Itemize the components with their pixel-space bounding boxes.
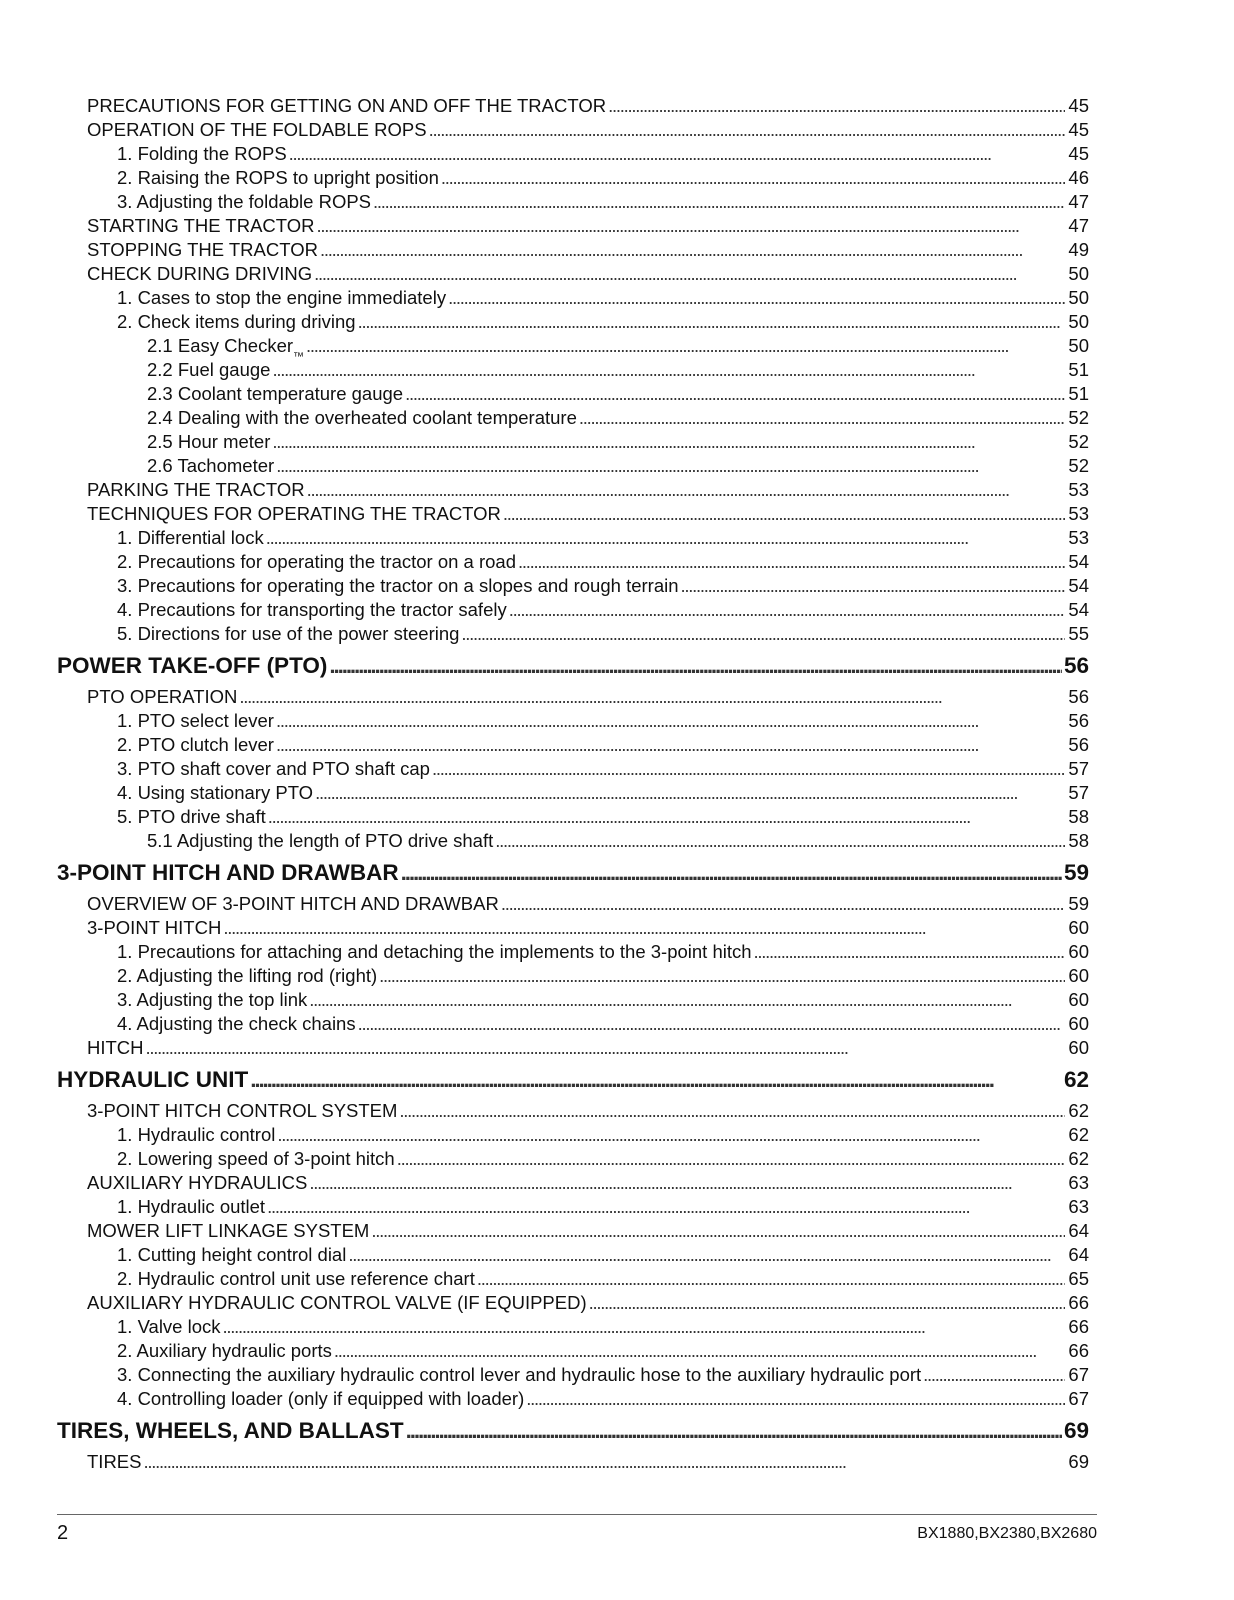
toc-entry-title: 2. Auxiliary hydraulic ports bbox=[117, 1340, 332, 1361]
toc-entry-page: 52 bbox=[1068, 455, 1089, 476]
toc-entry-title: TIRES, WHEELS, AND BALLAST bbox=[57, 1417, 404, 1443]
toc-entry-page: 64 bbox=[1068, 1220, 1089, 1241]
toc-entry-title: 4. Adjusting the check chains bbox=[117, 1013, 356, 1034]
toc-entry-title: 3. PTO shaft cover and PTO shaft cap bbox=[117, 758, 430, 779]
toc-entry[interactable] bbox=[0, 1290, 1234, 1314]
toc-entry[interactable] bbox=[0, 1122, 1234, 1146]
toc-entry-page: 53 bbox=[1068, 503, 1089, 524]
dot-leader bbox=[239, 686, 1065, 708]
dot-leader bbox=[309, 989, 1065, 1011]
toc-entry-title: 3. Adjusting the top link bbox=[117, 989, 308, 1010]
toc-entry-page: 56 bbox=[1068, 734, 1089, 755]
toc-entry-page: 60 bbox=[1068, 1013, 1089, 1034]
toc-entry-title: PTO OPERATION bbox=[87, 686, 238, 707]
dot-leader bbox=[754, 941, 1065, 963]
dot-leader bbox=[315, 782, 1065, 804]
toc-entry[interactable] bbox=[0, 285, 1234, 309]
dot-leader bbox=[429, 119, 1065, 141]
dot-leader bbox=[589, 1292, 1065, 1314]
toc-entry-page: 51 bbox=[1068, 359, 1089, 380]
dot-leader bbox=[477, 1268, 1065, 1290]
toc-entry-page: 58 bbox=[1068, 830, 1089, 851]
toc-entry-title: 5. Directions for use of the power steering bbox=[117, 623, 460, 644]
toc-entry[interactable] bbox=[0, 1266, 1234, 1290]
toc-entry[interactable] bbox=[0, 1035, 1234, 1059]
toc-entry-page: 47 bbox=[1068, 191, 1089, 212]
toc-entry-page: 45 bbox=[1068, 95, 1089, 116]
dot-leader bbox=[495, 830, 1065, 852]
dot-leader bbox=[289, 143, 1065, 165]
toc-entry-page: 60 bbox=[1068, 917, 1089, 938]
toc-chapter[interactable] bbox=[0, 1413, 1234, 1448]
toc-entry[interactable] bbox=[0, 357, 1234, 381]
dot-leader bbox=[432, 758, 1065, 780]
toc-entry[interactable] bbox=[0, 708, 1234, 732]
footer-divider bbox=[57, 1514, 1097, 1515]
toc-entry-page: 56 bbox=[1063, 652, 1089, 678]
dot-leader bbox=[399, 1100, 1065, 1122]
toc-entry-title: MOWER LIFT LINKAGE SYSTEM bbox=[87, 1220, 370, 1241]
dot-leader bbox=[397, 1148, 1065, 1170]
toc-entry-page: 66 bbox=[1068, 1292, 1089, 1313]
toc-entry-page: 57 bbox=[1068, 782, 1089, 803]
toc-entry-title: HITCH bbox=[87, 1037, 144, 1058]
toc-entry[interactable] bbox=[0, 1449, 1234, 1473]
toc-entry[interactable] bbox=[0, 93, 1234, 117]
toc-entry-page: 69 bbox=[1063, 1417, 1089, 1443]
toc-entry-title: 2.1 Easy Checker bbox=[147, 335, 294, 356]
toc-entry-title: TIRES bbox=[87, 1451, 142, 1472]
toc-entry-title: 5.1 Adjusting the length of PTO drive shaft bbox=[147, 830, 494, 851]
toc-entry-page: 66 bbox=[1068, 1316, 1089, 1337]
toc-entry-page: 58 bbox=[1068, 806, 1089, 827]
dot-leader bbox=[306, 335, 1065, 357]
toc-entry[interactable] bbox=[0, 1170, 1234, 1194]
toc-chapter[interactable] bbox=[0, 855, 1234, 890]
toc-entry[interactable] bbox=[0, 1338, 1234, 1362]
toc-entry-page: 50 bbox=[1068, 335, 1089, 356]
toc-entry-page: 47 bbox=[1068, 215, 1089, 236]
dot-leader bbox=[272, 431, 1065, 453]
dot-leader bbox=[334, 1340, 1065, 1362]
toc-entry-title: CHECK DURING DRIVING bbox=[87, 263, 313, 284]
dot-leader bbox=[501, 893, 1065, 915]
dot-leader bbox=[503, 503, 1065, 525]
toc-entry-title: 1. Folding the ROPS bbox=[117, 143, 287, 164]
toc-entry-page: 62 bbox=[1068, 1124, 1089, 1145]
dot-leader bbox=[371, 1220, 1065, 1242]
page-number: 2 bbox=[57, 1522, 69, 1544]
toc-entry-title: 2.5 Hour meter bbox=[147, 431, 271, 452]
toc-entry-title: 2.4 Dealing with the overheated coolant temperature bbox=[147, 407, 577, 428]
toc-entry-page: 63 bbox=[1068, 1196, 1089, 1217]
dot-leader bbox=[276, 710, 1065, 732]
toc-entry-title: 2.6 Tachometer bbox=[147, 455, 275, 476]
dot-leader bbox=[317, 215, 1065, 237]
toc-entry-title: 2.2 Fuel gauge bbox=[147, 359, 271, 380]
toc-entry-title: TECHNIQUES FOR OPERATING THE TRACTOR bbox=[87, 503, 501, 524]
toc-entry-page: 52 bbox=[1068, 431, 1089, 452]
toc-entry[interactable] bbox=[0, 1194, 1234, 1218]
toc-entry[interactable] bbox=[0, 1098, 1234, 1122]
toc-entry[interactable] bbox=[0, 309, 1234, 333]
toc-entry[interactable] bbox=[0, 732, 1234, 756]
toc-entry[interactable] bbox=[0, 1242, 1234, 1266]
dot-leader bbox=[518, 551, 1065, 573]
dot-leader bbox=[441, 167, 1065, 189]
toc-entry-page: 60 bbox=[1068, 989, 1089, 1010]
toc-entry-title: 4. Using stationary PTO bbox=[117, 782, 314, 803]
toc-entry-page: 52 bbox=[1068, 407, 1089, 428]
table-of-contents bbox=[0, 93, 1234, 1473]
toc-entry-page: 50 bbox=[1068, 311, 1089, 332]
toc-entry[interactable] bbox=[0, 1314, 1234, 1338]
toc-entry-page: 54 bbox=[1068, 599, 1089, 620]
toc-entry[interactable] bbox=[0, 189, 1234, 213]
toc-entry-title: 3. Precautions for operating the tractor on a slopes and rough terrain bbox=[117, 575, 679, 596]
toc-entry[interactable] bbox=[0, 141, 1234, 165]
toc-entry[interactable] bbox=[0, 1146, 1234, 1170]
toc-entry-title: 2. Precautions for operating the tractor on a road bbox=[117, 551, 517, 572]
toc-entry-title: 1. Hydraulic control bbox=[117, 1124, 276, 1145]
toc-entry-page: 57 bbox=[1068, 758, 1089, 779]
dot-leader bbox=[348, 1244, 1065, 1266]
toc-entry-title: 2. Lowering speed of 3-point hitch bbox=[117, 1148, 395, 1169]
dot-leader bbox=[223, 1316, 1065, 1338]
toc-entry-page: 69 bbox=[1068, 1451, 1089, 1472]
toc-entry-title: 1. Precautions for attaching and detaching the implements to the 3-point hitch bbox=[117, 941, 752, 962]
toc-entry[interactable] bbox=[0, 213, 1234, 237]
dot-leader bbox=[314, 263, 1065, 285]
toc-entry-title: AUXILIARY HYDRAULIC CONTROL VALVE (IF EQUIPPED) bbox=[87, 1292, 587, 1313]
dot-leader bbox=[448, 287, 1065, 309]
toc-entry-title: PRECAUTIONS FOR GETTING ON AND OFF THE TRACTOR bbox=[87, 95, 607, 116]
toc-entry-page: 46 bbox=[1068, 167, 1089, 188]
dot-leader bbox=[143, 1451, 1065, 1473]
toc-entry-page: 67 bbox=[1068, 1388, 1089, 1409]
dot-leader bbox=[320, 239, 1065, 261]
toc-entry-title: 1. Differential lock bbox=[117, 527, 264, 548]
toc-entry-title: 1. Cases to stop the engine immediately bbox=[117, 287, 447, 308]
toc-entry[interactable] bbox=[0, 1386, 1234, 1410]
dot-leader bbox=[608, 95, 1065, 117]
dot-leader bbox=[329, 655, 1062, 677]
toc-entry-page: 50 bbox=[1068, 287, 1089, 308]
toc-entry-title: STARTING THE TRACTOR bbox=[87, 215, 315, 236]
dot-leader bbox=[267, 1196, 1065, 1218]
dot-leader bbox=[406, 1420, 1062, 1442]
toc-entry[interactable] bbox=[0, 891, 1234, 915]
toc-entry[interactable] bbox=[0, 165, 1234, 189]
toc-entry-page: 54 bbox=[1068, 551, 1089, 572]
toc-entry-title: 3-POINT HITCH CONTROL SYSTEM bbox=[87, 1100, 398, 1121]
dot-leader bbox=[358, 1013, 1065, 1035]
toc-entry[interactable] bbox=[0, 501, 1234, 525]
toc-entry[interactable] bbox=[0, 477, 1234, 501]
toc-entry[interactable] bbox=[0, 963, 1234, 987]
toc-entry-title: 2. Raising the ROPS to upright position bbox=[117, 167, 439, 188]
toc-entry-page: 49 bbox=[1068, 239, 1089, 260]
toc-entry-title: STOPPING THE TRACTOR bbox=[87, 239, 318, 260]
toc-entry-title: 2. Hydraulic control unit use reference chart bbox=[117, 1268, 475, 1289]
toc-entry-title: 2.3 Coolant temperature gauge bbox=[147, 383, 404, 404]
toc-entry[interactable] bbox=[0, 573, 1234, 597]
toc-entry-page: 65 bbox=[1068, 1268, 1089, 1289]
toc-entry-title: 3. Adjusting the foldable ROPS bbox=[117, 191, 372, 212]
dot-leader bbox=[405, 383, 1065, 405]
dot-leader bbox=[509, 599, 1065, 621]
toc-entry[interactable] bbox=[0, 780, 1234, 804]
toc-entry-page: 67 bbox=[1068, 1364, 1089, 1385]
dot-leader bbox=[266, 527, 1065, 549]
dot-leader bbox=[309, 1172, 1065, 1194]
toc-entry-title: PARKING THE TRACTOR bbox=[87, 479, 305, 500]
toc-entry-title: POWER TAKE-OFF (PTO) bbox=[57, 652, 328, 678]
dot-leader bbox=[373, 191, 1065, 213]
toc-entry-page: 56 bbox=[1068, 710, 1089, 731]
toc-entry[interactable] bbox=[0, 1011, 1234, 1035]
dot-leader bbox=[461, 623, 1065, 645]
toc-entry-title: 1. Cutting height control dial bbox=[117, 1244, 347, 1265]
toc-entry[interactable] bbox=[0, 1218, 1234, 1242]
toc-entry-title: 2. Adjusting the lifting rod (right) bbox=[117, 965, 378, 986]
dot-leader bbox=[223, 917, 1065, 939]
dot-leader bbox=[923, 1364, 1065, 1386]
toc-entry-title: 3. Connecting the auxiliary hydraulic control lever and hydraulic hose to the auxiliary hydraulic port bbox=[117, 1364, 922, 1385]
toc-entry[interactable] bbox=[0, 261, 1234, 285]
toc-entry-title: 2. Check items during driving bbox=[117, 311, 356, 332]
toc-entry[interactable] bbox=[0, 684, 1234, 708]
toc-chapter[interactable] bbox=[0, 1062, 1234, 1097]
dot-leader bbox=[268, 806, 1065, 828]
dot-leader bbox=[272, 359, 1065, 381]
toc-entry-title: 4. Controlling loader (only if equipped with loader) bbox=[117, 1388, 525, 1409]
toc-entry-page: 56 bbox=[1068, 686, 1089, 707]
toc-entry[interactable] bbox=[0, 549, 1234, 573]
toc-entry-page: 50 bbox=[1068, 263, 1089, 284]
toc-entry-title: 1. Hydraulic outlet bbox=[117, 1196, 266, 1217]
dot-leader bbox=[277, 1124, 1065, 1146]
toc-chapter[interactable] bbox=[0, 648, 1234, 683]
toc-entry-page: 62 bbox=[1068, 1148, 1089, 1169]
toc-entry-page: 62 bbox=[1063, 1066, 1089, 1092]
toc-entry[interactable] bbox=[0, 756, 1234, 780]
toc-entry[interactable] bbox=[0, 429, 1234, 453]
toc-entry[interactable] bbox=[0, 1362, 1234, 1386]
toc-entry[interactable] bbox=[0, 804, 1234, 828]
toc-entry[interactable] bbox=[0, 237, 1234, 261]
toc-entry-page: 53 bbox=[1068, 527, 1089, 548]
toc-entry-title: 5. PTO drive shaft bbox=[117, 806, 266, 827]
toc-entry[interactable] bbox=[0, 939, 1234, 963]
toc-entry-title: AUXILIARY HYDRAULICS bbox=[87, 1172, 308, 1193]
toc-entry-title: 1. Valve lock bbox=[117, 1316, 221, 1337]
toc-entry[interactable]: 2.1 Easy Checker ™ . . . 50 bbox=[0, 333, 1234, 357]
toc-entry-page: 51 bbox=[1068, 383, 1089, 404]
toc-entry-page: 45 bbox=[1068, 143, 1089, 164]
toc-entry-title: OPERATION OF THE FOLDABLE ROPS bbox=[87, 119, 427, 140]
dot-leader bbox=[250, 1069, 1062, 1091]
toc-entry-title: OVERVIEW OF 3-POINT HITCH AND DRAWBAR bbox=[87, 893, 499, 914]
toc-entry-page: 53 bbox=[1068, 479, 1089, 500]
dot-leader bbox=[379, 965, 1065, 987]
toc-entry[interactable] bbox=[0, 381, 1234, 405]
model-label: BX1880,BX2380,BX2680 bbox=[917, 1525, 1097, 1542]
dot-leader bbox=[681, 575, 1065, 597]
dot-leader bbox=[401, 862, 1062, 884]
toc-entry[interactable] bbox=[0, 405, 1234, 429]
toc-entry-title: 4. Precautions for transporting the tractor safely bbox=[117, 599, 507, 620]
toc-entry-page: 66 bbox=[1068, 1340, 1089, 1361]
toc-entry-page: 45 bbox=[1068, 119, 1089, 140]
dot-leader bbox=[358, 311, 1065, 333]
toc-entry-title: 3-POINT HITCH bbox=[87, 917, 222, 938]
toc-entry-page: 63 bbox=[1068, 1172, 1089, 1193]
toc-entry[interactable] bbox=[0, 987, 1234, 1011]
toc-entry[interactable] bbox=[0, 525, 1234, 549]
toc-entry-page: 59 bbox=[1068, 893, 1089, 914]
toc-entry-page: 64 bbox=[1068, 1244, 1089, 1265]
dot-leader bbox=[146, 1037, 1065, 1059]
dot-leader bbox=[276, 734, 1065, 756]
toc-entry[interactable] bbox=[0, 915, 1234, 939]
toc-entry-title: HYDRAULIC UNIT bbox=[57, 1066, 249, 1092]
toc-entry[interactable] bbox=[0, 117, 1234, 141]
dot-leader bbox=[579, 407, 1065, 429]
toc-entry-page: 54 bbox=[1068, 575, 1089, 596]
toc-entry-page: 59 bbox=[1063, 859, 1089, 885]
toc-entry-page: 60 bbox=[1068, 1037, 1089, 1058]
dot-leader bbox=[526, 1388, 1065, 1410]
toc-entry-page: 60 bbox=[1068, 965, 1089, 986]
toc-entry[interactable] bbox=[0, 453, 1234, 477]
dot-leader bbox=[307, 479, 1065, 501]
toc-entry-title: 1. PTO select lever bbox=[117, 710, 274, 731]
dot-leader bbox=[276, 455, 1065, 477]
toc-entry-page: 55 bbox=[1068, 623, 1089, 644]
toc-entry-page: 62 bbox=[1068, 1100, 1089, 1121]
toc-entry-title: 2. PTO clutch lever bbox=[117, 734, 274, 755]
toc-entry[interactable] bbox=[0, 621, 1234, 645]
toc-entry[interactable] bbox=[0, 828, 1234, 852]
toc-entry-page: 60 bbox=[1068, 941, 1089, 962]
toc-entry[interactable] bbox=[0, 597, 1234, 621]
toc-entry-title: 3-POINT HITCH AND DRAWBAR bbox=[57, 859, 399, 885]
